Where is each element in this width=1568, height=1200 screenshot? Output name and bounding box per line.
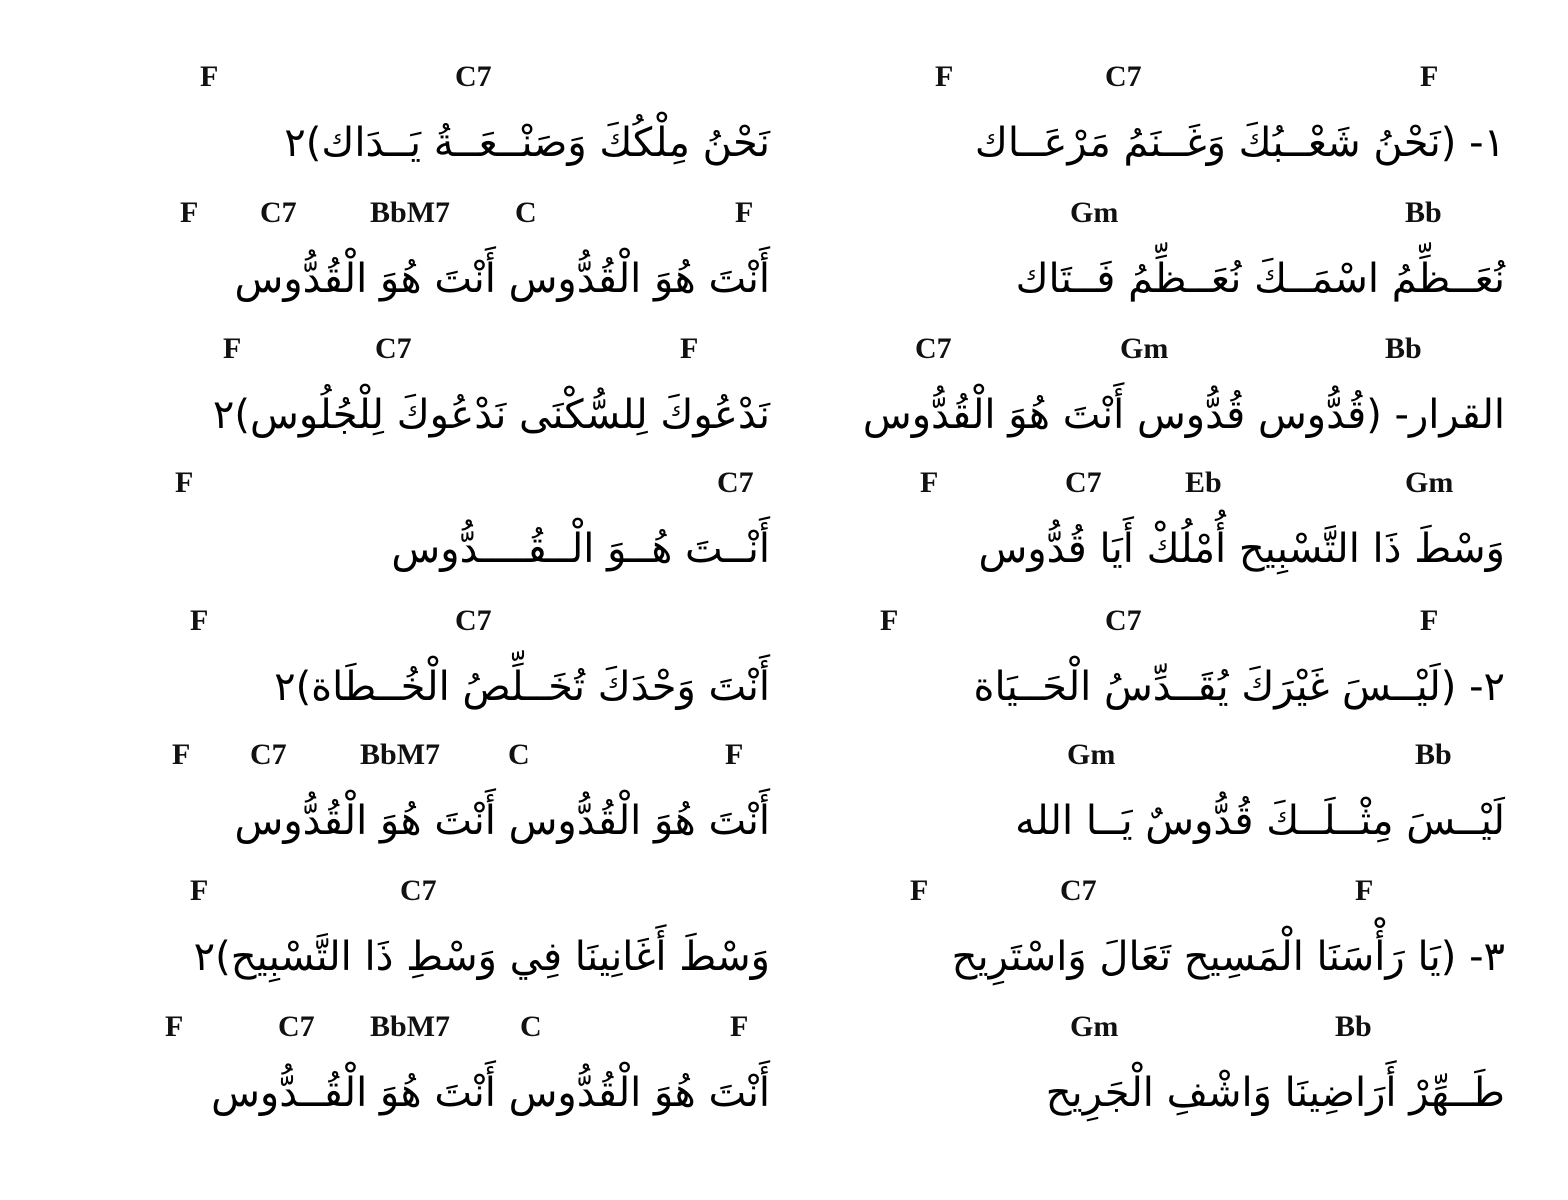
- left-line-4: [80, 466, 770, 602]
- chord-row: [845, 874, 1505, 924]
- left-line-8: [80, 1010, 770, 1146]
- chord: F: [935, 60, 954, 93]
- chord-row: [845, 738, 1505, 788]
- chord: C7: [400, 874, 437, 907]
- lyric-line: وَسْطَ أَغَانِينَا فِي وَسْطِ ذَا التَّسْبِيح)٢: [193, 934, 770, 980]
- chord: F: [725, 738, 744, 771]
- chord: Bb: [1335, 1010, 1372, 1043]
- chord: Bb: [1415, 738, 1452, 771]
- chord-row: [80, 466, 770, 516]
- lyric-line: ٢- (لَيْــسَ غَيْرَكَ يُقَــدِّسُ الْحَــيَاة: [973, 664, 1505, 710]
- chord: F: [880, 604, 899, 637]
- chord-row: [845, 332, 1505, 382]
- chord-row: [80, 874, 770, 924]
- chord: F: [190, 874, 209, 907]
- lyric-line: أَنْتَ هُوَ الْقُدُّوس أَنْتَ هُوَ الْقُــدُّوس: [211, 1070, 770, 1116]
- chord-row: [845, 466, 1505, 516]
- chord: F: [920, 466, 939, 499]
- verse-2-line-1: [845, 604, 1505, 740]
- chord: F: [735, 196, 754, 229]
- chord: F: [1355, 874, 1374, 907]
- chord: C: [515, 196, 537, 229]
- verse-1-line-2: [845, 196, 1505, 332]
- chord: F: [165, 1010, 184, 1043]
- chord-row: [845, 604, 1505, 654]
- chord: C7: [375, 332, 412, 365]
- lyric-line: وَسْطَ ذَا التَّسْبِيح أُمْلُكْ أَيَا قُدُّوس: [978, 526, 1505, 572]
- lyric-line: نُعَــظِّمُ اسْمَــكَ نُعَــظِّمُ فَــتَاك: [1015, 256, 1505, 302]
- lyric-line: نَدْعُوكَ لِلسُّكْنَى نَدْعُوكَ لِلْجُلُوس)٢: [212, 392, 770, 438]
- chord: F: [680, 332, 699, 365]
- lyric-line: أَنْتَ وَحْدَكَ تُخَــلِّصُ الْخُــطَاة)٢: [274, 664, 770, 710]
- chord: F: [910, 874, 929, 907]
- left-column: [80, 0, 770, 1200]
- chord-row: [80, 1010, 770, 1060]
- chord: C7: [1105, 60, 1142, 93]
- chord: C7: [1065, 466, 1102, 499]
- chorus-line-2: [845, 466, 1505, 602]
- chord: C7: [250, 738, 287, 771]
- chord: C7: [278, 1010, 315, 1043]
- chord: Bb: [1405, 196, 1442, 229]
- chord: F: [175, 466, 194, 499]
- lyric-line: نَحْنُ مِلْكُكَ وَصَنْــعَــةُ يَــدَاك)٢: [284, 120, 770, 166]
- chord-row: [845, 1010, 1505, 1060]
- chord: C7: [455, 60, 492, 93]
- chord-row: [80, 196, 770, 246]
- chord: Gm: [1067, 738, 1116, 771]
- left-line-6: [80, 738, 770, 874]
- right-column: [845, 0, 1505, 1200]
- chord: F: [730, 1010, 749, 1043]
- chord: F: [223, 332, 242, 365]
- chord-row: [80, 604, 770, 654]
- chord: Bb: [1385, 332, 1422, 365]
- chord: F: [172, 738, 191, 771]
- chord: C: [508, 738, 530, 771]
- verse-3-line-2: [845, 1010, 1505, 1146]
- lyric-line: طَــهِّرْ أَرَاضِينَا وَاشْفِ الْجَرِيح: [1045, 1070, 1505, 1116]
- chord: F: [190, 604, 209, 637]
- lyric-line: ٣- (يَا رَأْسَنَا الْمَسِيح تَعَالَ وَاسْتَرِيح: [951, 934, 1505, 980]
- chord: C7: [717, 466, 754, 499]
- chord: C7: [1105, 604, 1142, 637]
- chord: F: [1420, 604, 1439, 637]
- left-line-2: [80, 196, 770, 332]
- chord: BbM7: [370, 1010, 451, 1043]
- verse-2-line-2: [845, 738, 1505, 874]
- left-line-5: [80, 604, 770, 740]
- chord: C7: [455, 604, 492, 637]
- chorus-line-1: [845, 332, 1505, 468]
- chord: BbM7: [360, 738, 441, 771]
- verse-3-line-1: [845, 874, 1505, 1010]
- lyric-line: لَيْــسَ مِثْــلَــكَ قُدُّوسٌ يَــا الله: [1015, 798, 1505, 844]
- left-line-1: [80, 60, 770, 196]
- chord-row: [80, 60, 770, 110]
- chord-row: [845, 196, 1505, 246]
- verse-1-line-1: [845, 60, 1505, 196]
- chord: Gm: [1070, 196, 1119, 229]
- chord-row: [80, 332, 770, 382]
- chord: Gm: [1120, 332, 1169, 365]
- chord: C7: [1060, 874, 1097, 907]
- lyric-line: أَنْــتَ هُــوَ الْــقُــــدُّوس: [391, 526, 770, 572]
- lyric-line: القرار- (قُدُّوس قُدُّوس أَنْتَ هُوَ الْقُدُّوس: [862, 392, 1505, 438]
- chord: Gm: [1405, 466, 1454, 499]
- chord: C7: [260, 196, 297, 229]
- chord: F: [1420, 60, 1439, 93]
- chord: Gm: [1070, 1010, 1119, 1043]
- chord: BbM7: [370, 196, 451, 229]
- lyric-line: ١- (نَحْنُ شَعْــبُكَ وَغَــنَمُ مَرْعَــاك: [974, 120, 1505, 166]
- chord-row: [80, 738, 770, 788]
- chord: F: [180, 196, 199, 229]
- left-line-7: [80, 874, 770, 1010]
- lyric-line: أَنْتَ هُوَ الْقُدُّوس أَنْتَ هُوَ الْقُدُّوس: [234, 798, 770, 844]
- left-line-3: [80, 332, 770, 468]
- chord: C7: [915, 332, 952, 365]
- chord: C: [520, 1010, 542, 1043]
- chord-row: [845, 60, 1505, 110]
- chord: Eb: [1185, 466, 1222, 499]
- lyric-line: أَنْتَ هُوَ الْقُدُّوس أَنْتَ هُوَ الْقُدُّوس: [234, 256, 770, 302]
- chord: F: [200, 60, 219, 93]
